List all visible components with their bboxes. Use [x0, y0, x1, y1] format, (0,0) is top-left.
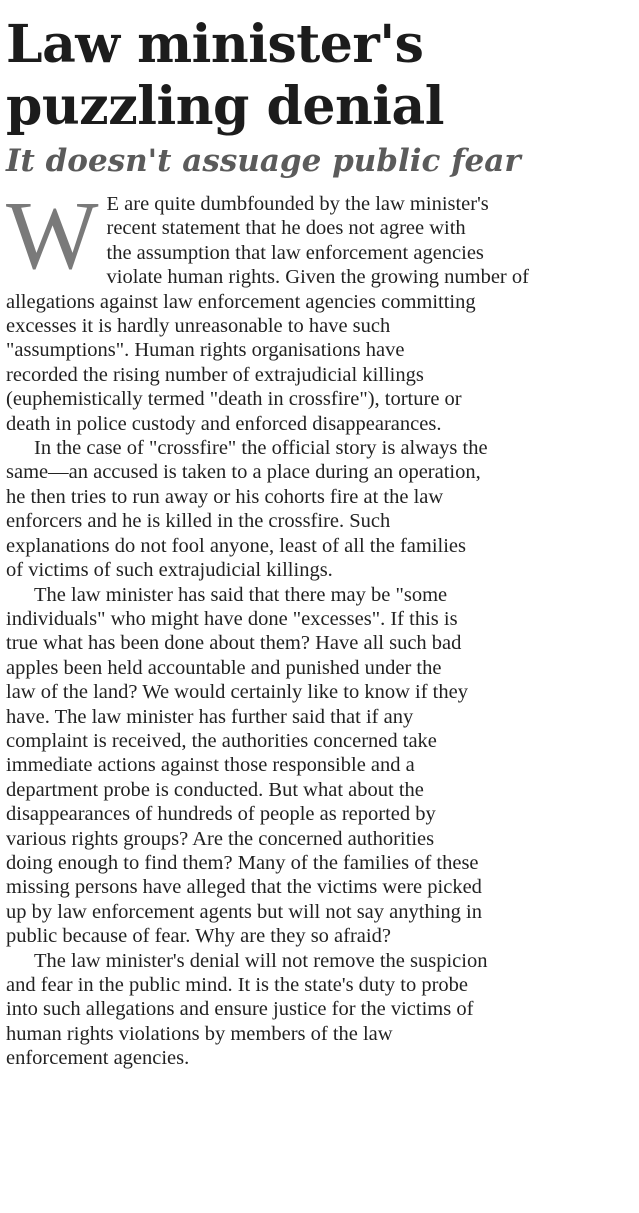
text-line: The law minister's denial will not remove the suspicion [34, 949, 488, 972]
text-line: allegations against law enforcement agencies committing [6, 290, 476, 313]
subheadline: It doesn't assuage public fear [6, 143, 521, 179]
text-line: disappearances of hundreds of people as reported by [6, 803, 436, 826]
text-line: violate human rights. Given the growing number of [106, 266, 529, 289]
text-line: enforcement agencies. [6, 1047, 190, 1070]
text-line: complaint is received, the authorities concerned take [6, 729, 437, 752]
text-line: recorded the rising number of extrajudicial killings [6, 363, 424, 386]
text-line: he then tries to run away or his cohorts fire at the law [6, 485, 444, 508]
text-line: human rights violations by members of the law [6, 1022, 393, 1045]
text-line: the assumption that law enforcement agencies [106, 241, 484, 264]
text-line: law of the land? We would certainly like to know if they [6, 681, 468, 704]
headline-line-1: Law minister's [6, 14, 424, 75]
text-line: individuals" who might have done "excesses". If this is [6, 607, 458, 630]
text-line: have. The law minister has further said that if any [6, 705, 414, 728]
text-line: up by law enforcement agents but will not say anything in [6, 900, 482, 923]
text-line: (euphemistically termed "death in crossfire"), torture or [6, 388, 462, 411]
text-line: In the case of "crossfire" the official story is always the [34, 437, 488, 460]
article-body [6, 182, 634, 1071]
headline-line-2: puzzling denial [6, 76, 444, 137]
text-line: excesses it is hardly unreasonable to have such [6, 315, 391, 338]
text-line: recent statement that he does not agree with [106, 217, 466, 240]
paragraph-4 [6, 949, 634, 1071]
text-line: department probe is conducted. But what about the [6, 778, 424, 801]
text-line: "assumptions". Human rights organisations have [6, 339, 405, 362]
paragraph-1 [6, 182, 634, 436]
headline [6, 0, 634, 138]
text-line: into such allegations and ensure justice for the victims of [6, 998, 474, 1021]
text-line: death in police custody and enforced disappearances. [6, 412, 442, 435]
text-line: missing persons have alleged that the victims were picked [6, 876, 482, 899]
text-line: and fear in the public mind. It is the state's duty to probe [6, 974, 468, 996]
text-line: E are quite dumbfounded by the law minister's [106, 193, 489, 215]
editorial-article [6, 0, 634, 1213]
paragraph-3 [6, 583, 634, 949]
text-line: public because of fear. Why are they so afraid? [6, 925, 391, 948]
text-line: of victims of such extrajudicial killings. [6, 559, 333, 582]
text-line: The law minister has said that there may be "some [34, 583, 448, 606]
text-line: apples been held accountable and punished under the [6, 656, 442, 679]
text-line: doing enough to find them? Many of the families of these [6, 851, 479, 874]
text-line: immediate actions against those responsible and a [6, 754, 415, 777]
text-line: enforcers and he is killed in the crossfire. Such [6, 510, 391, 533]
paragraph-2 [6, 436, 634, 582]
text-line: same—an accused is taken to a place during an operation, [6, 461, 481, 484]
text-line: various rights groups? Are the concerned authorities [6, 827, 435, 850]
text-line: true what has been done about them? Have all such bad [6, 632, 462, 655]
text-line: explanations do not fool anyone, least of all the families [6, 534, 466, 557]
drop-cap: W [6, 182, 99, 290]
